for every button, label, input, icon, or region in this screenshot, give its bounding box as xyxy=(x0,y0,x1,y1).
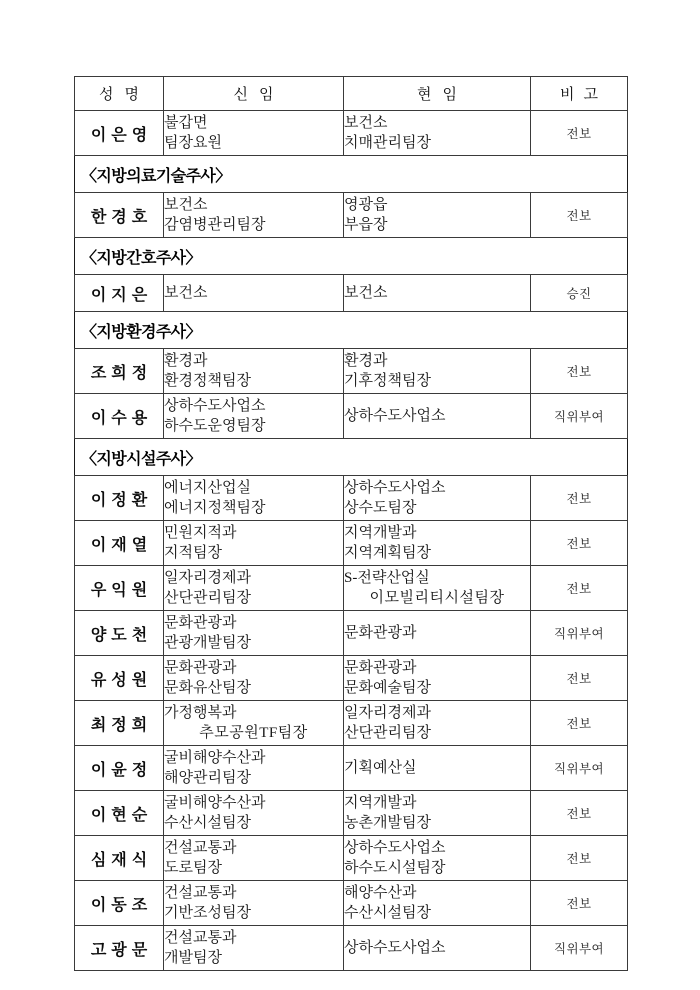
cell-note xyxy=(531,881,628,926)
column-header-current-post xyxy=(344,77,531,111)
cell-new-post-line2: 감염병관리팀장 xyxy=(164,217,266,233)
cell-new-post xyxy=(164,611,344,656)
cell-current-post-line2: 상수도팀장 xyxy=(344,500,417,516)
cell-note xyxy=(531,111,628,156)
person-name-text: 이재열 xyxy=(90,536,153,554)
cell-new-post-line1: 문화관광과 xyxy=(164,614,237,631)
cell-person-name xyxy=(75,476,164,521)
cell-current-post xyxy=(344,611,531,656)
cell-current-post-line2: 산단관리팀장 xyxy=(344,725,431,741)
cell-current-post-line2: 지역계획팀장 xyxy=(344,545,431,561)
cell-note xyxy=(531,394,628,439)
cell-note xyxy=(531,746,628,791)
cell-new-post-line2: 문화유산팀장 xyxy=(164,680,251,696)
table-row xyxy=(75,566,628,611)
cell-person-name xyxy=(75,193,164,238)
table-row xyxy=(75,193,628,238)
cell-new-post xyxy=(164,656,344,701)
person-name-text: 이지은 xyxy=(90,286,153,304)
cell-current-post-line1: 환경과 xyxy=(344,352,388,369)
note-text: 전보 xyxy=(566,127,592,141)
cell-current-post-line1: 해양수산과 xyxy=(344,884,417,901)
cell-note xyxy=(531,521,628,566)
cell-new-post xyxy=(164,349,344,394)
cell-current-post-line1: 문화관광과 xyxy=(344,659,417,676)
cell-current-post xyxy=(344,111,531,156)
cell-new-post-line1: 문화관광과 xyxy=(164,659,237,676)
cell-current-post-line2: 기후정책팀장 xyxy=(344,373,431,389)
cell-current-post-line1: 상하수도사업소 xyxy=(344,940,446,956)
cell-current-post-line1: S-전략산업실 xyxy=(344,569,430,586)
cell-current-post-line2: 이모빌리티시설팀장 xyxy=(369,590,505,606)
note-text: 전보 xyxy=(566,807,592,821)
person-name-text: 심재식 xyxy=(90,851,153,869)
cell-current-post-line1: 기획예산실 xyxy=(344,760,417,776)
cell-new-post xyxy=(164,394,344,439)
cell-new-post-line2: 기반조성팀장 xyxy=(164,905,251,921)
person-name-text: 이현순 xyxy=(90,806,153,824)
cell-current-post xyxy=(344,394,531,439)
note-text: 전보 xyxy=(566,897,592,911)
cell-person-name xyxy=(75,349,164,394)
section-header-label: 〈지방시설주사〉 xyxy=(81,448,201,468)
person-name-text: 한경호 xyxy=(90,208,153,226)
cell-new-post-line2: 개발팀장 xyxy=(164,950,222,966)
person-name-text: 우익원 xyxy=(90,581,153,599)
cell-new-post-line1: 건설교통과 xyxy=(164,884,237,901)
cell-current-post xyxy=(344,275,531,312)
cell-current-post xyxy=(344,701,531,746)
cell-note xyxy=(531,791,628,836)
note-text: 전보 xyxy=(566,492,592,506)
section-header-label: 〈지방환경주사〉 xyxy=(81,321,201,341)
cell-new-post-line1: 보건소 xyxy=(164,196,208,213)
cell-current-post-line1: 영광읍 xyxy=(344,196,388,213)
person-name-text: 이수용 xyxy=(90,409,153,427)
note-text: 직위부여 xyxy=(554,410,604,424)
cell-new-post-line2: 팀장요원 xyxy=(164,135,222,151)
note-text: 승진 xyxy=(566,287,592,301)
table-row xyxy=(75,656,628,701)
cell-person-name xyxy=(75,836,164,881)
cell-new-post-line2: 수산시설팀장 xyxy=(164,815,251,831)
column-header-new-post-label: 신임 xyxy=(233,87,285,103)
column-header-note xyxy=(531,77,628,111)
section-header-cell xyxy=(75,439,628,476)
cell-new-post-line1: 건설교통과 xyxy=(164,839,237,856)
cell-person-name xyxy=(75,111,164,156)
cell-current-post-line2: 부읍장 xyxy=(344,217,388,233)
cell-note xyxy=(531,476,628,521)
table-row xyxy=(75,791,628,836)
cell-new-post xyxy=(164,836,344,881)
person-name-text: 양도천 xyxy=(90,626,153,644)
person-name-text: 고광문 xyxy=(90,941,153,959)
cell-new-post-line1: 불갑면 xyxy=(164,114,208,131)
cell-person-name xyxy=(75,521,164,566)
cell-note xyxy=(531,926,628,971)
cell-new-post-line2: 도로팀장 xyxy=(164,860,222,876)
cell-new-post-line1: 민원지적과 xyxy=(164,524,237,541)
cell-current-post xyxy=(344,521,531,566)
cell-new-post xyxy=(164,521,344,566)
cell-person-name xyxy=(75,926,164,971)
cell-new-post-line2: 환경정책팀장 xyxy=(164,373,251,389)
cell-current-post-line2: 하수도시설팀장 xyxy=(344,860,446,876)
cell-current-post xyxy=(344,349,531,394)
note-text: 전보 xyxy=(566,672,592,686)
cell-new-post-line2: 에너지정책팀장 xyxy=(164,500,266,516)
cell-current-post xyxy=(344,791,531,836)
cell-person-name xyxy=(75,746,164,791)
cell-new-post xyxy=(164,111,344,156)
cell-person-name xyxy=(75,701,164,746)
person-name-text: 유성원 xyxy=(90,671,153,689)
cell-person-name xyxy=(75,611,164,656)
cell-new-post xyxy=(164,881,344,926)
table-row xyxy=(75,521,628,566)
cell-note xyxy=(531,836,628,881)
cell-current-post xyxy=(344,476,531,521)
note-text: 직위부여 xyxy=(554,762,604,776)
section-header-row xyxy=(75,156,628,193)
note-text: 직위부여 xyxy=(554,942,604,956)
note-text: 전보 xyxy=(566,537,592,551)
table-row xyxy=(75,746,628,791)
table-header-row xyxy=(75,77,628,111)
cell-person-name xyxy=(75,275,164,312)
table-row xyxy=(75,611,628,656)
person-name-text: 이윤정 xyxy=(90,761,153,779)
table-row xyxy=(75,476,628,521)
cell-new-post xyxy=(164,566,344,611)
column-header-name-label: 성명 xyxy=(99,87,150,103)
cell-current-post-line1: 보건소 xyxy=(344,114,388,131)
person-name-text: 최정희 xyxy=(90,716,153,734)
person-name-text: 이동조 xyxy=(90,896,153,914)
cell-current-post xyxy=(344,926,531,971)
cell-current-post-line1: 보건소 xyxy=(344,285,388,301)
table-row xyxy=(75,926,628,971)
cell-note xyxy=(531,656,628,701)
cell-current-post-line1: 지역개발과 xyxy=(344,524,417,541)
cell-current-post xyxy=(344,566,531,611)
cell-note xyxy=(531,611,628,656)
table-row xyxy=(75,275,628,312)
cell-new-post-line2: 하수도운영팀장 xyxy=(164,418,266,434)
cell-current-post xyxy=(344,881,531,926)
cell-new-post-line1: 에너지산업실 xyxy=(164,479,251,496)
cell-new-post-line2: 관광개발팀장 xyxy=(164,635,251,651)
cell-current-post-line2: 치매관리팀장 xyxy=(344,135,431,151)
cell-new-post xyxy=(164,193,344,238)
note-text: 전보 xyxy=(566,209,592,223)
note-text: 전보 xyxy=(566,365,592,379)
section-header-label: 〈지방의료기술주사〉 xyxy=(81,165,231,185)
note-text: 전보 xyxy=(566,582,592,596)
section-header-cell xyxy=(75,312,628,349)
cell-new-post-line1: 굴비해양수산과 xyxy=(164,794,266,811)
cell-new-post xyxy=(164,791,344,836)
note-text: 직위부여 xyxy=(554,627,604,641)
cell-new-post xyxy=(164,275,344,312)
cell-new-post-line2: 산단관리팀장 xyxy=(164,590,251,606)
cell-note xyxy=(531,349,628,394)
person-name-text: 이은영 xyxy=(90,126,153,144)
cell-current-post-line1: 상하수도사업소 xyxy=(344,479,446,496)
cell-current-post-line1: 상하수도사업소 xyxy=(344,839,446,856)
cell-note xyxy=(531,566,628,611)
personnel-table-container xyxy=(74,76,627,971)
table-row xyxy=(75,111,628,156)
note-text: 전보 xyxy=(566,717,592,731)
cell-current-post-line2: 문화예술팀장 xyxy=(344,680,431,696)
cell-current-post-line1: 상하수도사업소 xyxy=(344,408,446,424)
cell-person-name xyxy=(75,656,164,701)
personnel-transfer-table xyxy=(74,76,628,971)
cell-new-post-line1: 굴비해양수산과 xyxy=(164,749,266,766)
cell-new-post-line1: 상하수도사업소 xyxy=(164,397,266,414)
cell-new-post xyxy=(164,701,344,746)
table-row xyxy=(75,394,628,439)
cell-person-name xyxy=(75,394,164,439)
column-header-note-label: 비고 xyxy=(560,87,607,103)
cell-new-post xyxy=(164,746,344,791)
cell-new-post-line1: 일자리경제과 xyxy=(164,569,251,586)
cell-new-post-line2: 추모공원TF팀장 xyxy=(199,725,308,741)
cell-new-post-line2: 해양관리팀장 xyxy=(164,770,251,786)
person-name-text: 이정환 xyxy=(90,491,153,509)
cell-new-post-line1: 건설교통과 xyxy=(164,929,237,946)
cell-note xyxy=(531,701,628,746)
table-row xyxy=(75,881,628,926)
cell-current-post xyxy=(344,193,531,238)
section-header-row xyxy=(75,312,628,349)
table-row xyxy=(75,349,628,394)
section-header-label: 〈지방간호주사〉 xyxy=(81,247,201,267)
note-text: 전보 xyxy=(566,852,592,866)
cell-new-post xyxy=(164,926,344,971)
section-header-row xyxy=(75,238,628,275)
cell-note xyxy=(531,193,628,238)
cell-new-post-line2: 지적팀장 xyxy=(164,545,222,561)
cell-new-post-line1: 환경과 xyxy=(164,352,208,369)
table-row xyxy=(75,836,628,881)
section-header-cell xyxy=(75,238,628,275)
section-header-cell xyxy=(75,156,628,193)
cell-current-post-line2: 농촌개발팀장 xyxy=(344,815,431,831)
cell-current-post-line1: 일자리경제과 xyxy=(344,704,431,721)
cell-current-post-line2: 수산시설팀장 xyxy=(344,905,431,921)
column-header-name xyxy=(75,77,164,111)
column-header-current-post-label: 현임 xyxy=(417,87,468,103)
person-name-text: 조희정 xyxy=(90,364,153,382)
cell-new-post xyxy=(164,476,344,521)
cell-person-name xyxy=(75,881,164,926)
cell-current-post-line1: 지역개발과 xyxy=(344,794,417,811)
table-row xyxy=(75,701,628,746)
cell-new-post-line1: 가정행복과 xyxy=(164,704,237,721)
section-header-row xyxy=(75,439,628,476)
column-header-new-post xyxy=(164,77,344,111)
cell-current-post xyxy=(344,656,531,701)
cell-current-post xyxy=(344,836,531,881)
cell-new-post-line1: 보건소 xyxy=(164,285,208,301)
cell-current-post xyxy=(344,746,531,791)
cell-current-post-line1: 문화관광과 xyxy=(344,625,417,641)
cell-person-name xyxy=(75,791,164,836)
cell-person-name xyxy=(75,566,164,611)
cell-note xyxy=(531,275,628,312)
